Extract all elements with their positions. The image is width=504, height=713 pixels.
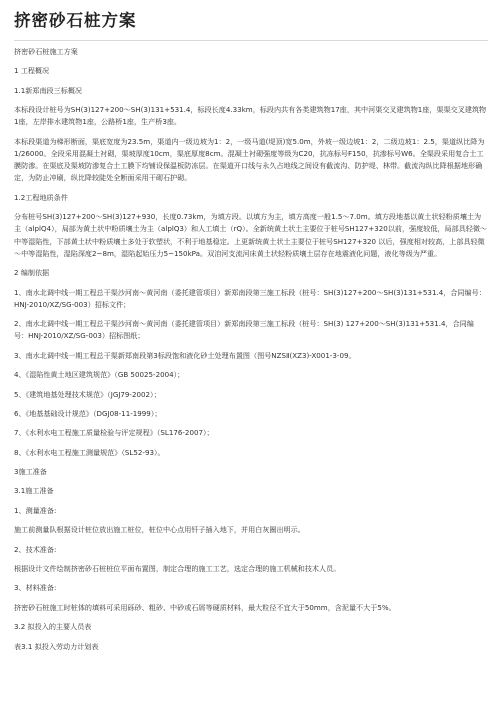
paragraph: 根据设计文件绘制挤密砂石桩桩位平面布置图，制定合理的施工工艺，选定合理的施工机械和技术人员。: [14, 564, 341, 574]
paragraph: 施工前测量队根据设计桩位放出施工桩位，桩位中心点用钎子插入地下，并用白灰圈出明示。: [14, 525, 305, 535]
paragraph: 3.2 拟投入的主要人员表: [14, 622, 92, 632]
paragraph: 8、《水利水电工程施工测量规范》（SL52-93）。: [14, 447, 165, 457]
paragraph: 4、《湿陷性黄土地区建筑规范》（GB 50025-2004）；: [14, 370, 185, 380]
paragraph: 本标段渠道为梯形断面，渠底宽度为23.5m，渠道内一级边坡为1：2，一级马道(堤顶)宽5.0m，外坡一级边坡1：2，二级边坡1：2.5，渠道纵比降为1/26000。全段采用混凝土衬砌，渠坡厚度10cm，渠底厚度8cm。混凝土衬砌强度等级为C20，抗冻标号F150，抗渗标号W6。全渠段采用复合土工膜防渗。在渠底及渠坡防渗复合土工膜下均铺设保温板防冻层。在渠道开口线与永久占地线之间设有截流沟、防护堤、林带。截流沟纵比降根据地形确定，为防止冲刷，纵比降较陡处全断面采用干砌石护砌。: [14, 136, 485, 183]
paragraph: 3、材料准备:: [14, 583, 57, 593]
paragraph: 1 工程概况: [14, 66, 50, 76]
paragraph: 1、南水北调中线一期工程总干渠沙河南～黄河南（委托建管项目）新郑南段第三施工标段（桩号：SH(3)127+200～SH(3)131+531.4，合同编号：HNJ-2010/XZ/SG-003）招标文件；: [14, 287, 486, 309]
paragraph: 2 编制依据: [14, 268, 50, 278]
paragraph: 1、测量准备:: [14, 505, 57, 515]
paragraph: 6、《地基基础设计规范》（DGJ08-11-1999）；: [14, 408, 162, 418]
paragraph: 表3.1 拟投入劳动力计划表: [14, 641, 99, 651]
paragraph: 挤密砂石桩施工时桩体的填料可采用砾砂、粗砂、中砂或石屑等硬质材料，最大粒径不宜大于50mm，含泥量不大于5%。: [14, 602, 396, 612]
document-body: [14, 46, 488, 653]
paragraph: 2、南水北调中线一期工程总干渠沙河南～黄河南（委托建管项目）新郑南段第三施工标段（桩号：SH(3) 127+200～SH(3)131+531.4，合同编号：HNJ-2010/XZ/SG-003）招标图纸；: [14, 319, 474, 341]
paragraph: 3施工准备: [14, 467, 47, 477]
paragraph: 5、《建筑地基处理技术规范》（JGJ79-2002）；: [14, 389, 161, 399]
paragraph: 本标段设计桩号为SH(3)127+200～SH(3)131+531.4，标段长度4.33km，标段内共有各类建筑物17座，其中河渠交叉建筑物1座，渠渠交叉建筑物1座，左岸排水建筑物1座，公路桥1座，生产桥3座。: [14, 105, 487, 127]
paragraph: 挤密砂石桩施工方案: [14, 47, 78, 56]
paragraph: 3.1施工准备: [14, 486, 54, 496]
document-title: 挤密砂石桩方案: [14, 11, 137, 30]
title-divider: [14, 40, 488, 41]
paragraph: 2、技术准备:: [14, 544, 57, 554]
paragraph: 分布桩号SH(3)127+200～SH(3)127+930，长度0.73km，为填方段。以填方为主，填方高度一般1.5～7.0m。填方段地基以黄土状轻粉质壤土为主（alplQ4），局部为黄土状中粉质壤土为主（alplQ3）和人工填土（rQ）。全新统黄土状土主要位于桩号SH127+320以前，强度较低，局部具轻微～中等湿陷性，下部黄土状中粉质壤土多处于软塑状，不利于地基稳定。上更新统黄土状土主要位于桩号SH127+320 以后，强度相对较高，上部具轻微～中等湿陷性，湿陷深度2~8m，湿陷起始压力5~150kPa。双洎河支流河床黄土状轻粉质壤土层存在地震液化问题，液化等级为严重。: [14, 212, 488, 258]
paragraph: 7、《水利水电工程施工质量检验与评定规程》（SL176-2007）；: [14, 428, 214, 438]
paragraph: 1.1新郑南段三标概况: [14, 85, 83, 95]
paragraph: 1.2工程地质条件: [14, 192, 68, 202]
paragraph: 3、南水北调中线一期工程总干渠新郑南段第3标段饱和液化砂土处理布置图（图号NZSⅡ(XZ3)-X001-3-09。: [14, 350, 356, 360]
